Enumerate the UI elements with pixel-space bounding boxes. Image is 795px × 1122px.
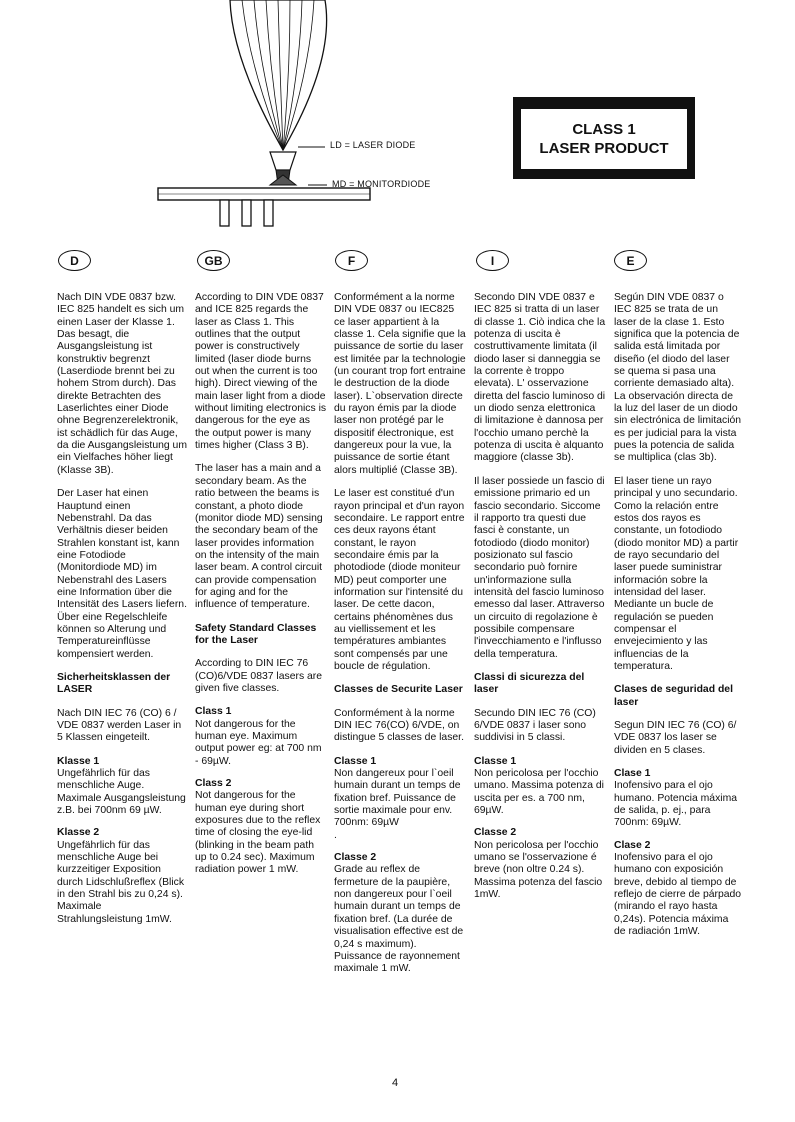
fr-class1-block bbox=[334, 756, 466, 842]
class1-warning-inner bbox=[521, 109, 687, 169]
column-spanish bbox=[614, 292, 742, 949]
it-class1-title: Classe 1 bbox=[474, 755, 517, 767]
laser-diode-diagram bbox=[150, 0, 450, 235]
es-class2-title: Clase 2 bbox=[614, 839, 651, 851]
gb-paragraph-2: The laser has a main and a secondary beam. As the ratio between the beams is constant, a photo diode (monitor diode MD) sensing the secondary beam of the laser provides information on the intensity of the main laser beam. A control circuit can provide compensation for aging and for the influence of temperature. bbox=[195, 463, 323, 611]
fr-safety-heading: Classes de Securite Laser bbox=[334, 684, 463, 696]
column-french bbox=[334, 292, 466, 986]
de-paragraph-1: Nach DIN VDE 0837 bzw. IEC 825 handelt es sich um einen Laser der Klasse 1. Das besagt, die Ausgangsleistung ist konstruktiv begrenzt (Laserdiode brennt bei zu hohem Strom durch). Das direkte Betrachten des Laserlichtes einer Diode ohne Begrenzerelektronik, ist schädlich für das Auge, da die Ausgangsleistung um ein Vielfaches höher liegt (Klasse 3B). bbox=[57, 292, 187, 476]
it-class2-text: Non pericolosa per l'occhio umano se l'osservazione é breve (non oltre 0.24 s). Massima potenza del fascio 1mW. bbox=[474, 839, 603, 901]
fr-paragraph-1: Conformément a la norme DIN VDE 0837 ou IEC825 ce laser appartient à la classe 1. Cela signifie que la puissance de sortie du laser est limitée par la technologie (un courant trop fort entraine le destruction de la diode laser). L`observation directe du rayon émis par la diode laser non protégé par le dispositif électronique, est dangereux pour la vue, la puissance de sortie étant alors multiplié (Classe 3B). bbox=[334, 292, 466, 476]
fr-class2-block bbox=[334, 852, 466, 975]
gb-paragraph-3: According to DIN IEC 76 (CO)6/VDE 0837 lasers are given five classes. bbox=[195, 658, 323, 694]
de-class1-title: Klasse 1 bbox=[57, 755, 100, 767]
lang-marker-fr: F bbox=[335, 250, 368, 271]
it-paragraph-3: Secundo DIN IEC 76 (CO) 6/VDE 0837 i laser sono suddivisi in 5 classi. bbox=[474, 707, 596, 744]
de-class2-title: Klasse 2 bbox=[57, 827, 100, 839]
de-safety-heading: Sicherheitsklassen der LASER bbox=[57, 671, 171, 696]
es-class2-block bbox=[614, 840, 742, 939]
laser-diode-drawing bbox=[150, 0, 450, 235]
warning-line1: CLASS 1 bbox=[572, 121, 636, 138]
fr-class2-title: Classe 2 bbox=[334, 852, 377, 864]
page-number: 4 bbox=[392, 1077, 399, 1089]
lang-marker-es: E bbox=[614, 250, 647, 271]
es-safety-heading: Clases de seguridad del laser bbox=[614, 684, 733, 708]
es-class1-title: Clase 1 bbox=[614, 768, 651, 780]
lang-marker-de: D bbox=[58, 250, 91, 271]
gb-class2-block bbox=[195, 778, 327, 877]
fr-paragraph-2: Le laser est constitué d'un rayon principal et d'un rayon secondaire. Le rapport entre ces deux rayons étant constant, le rayon secondaire émis par la photodiode (diode moniteur MD) peut comporter une information sur l'intensité du laser. De cette dacon, certains phénomènes dus au viellissement et les températures ambiantes sont compensés par une boucle de régulation. bbox=[334, 488, 465, 672]
de-paragraph-2: Der Laser hat einen Hauptund einen Nebenstrahl. Da das Verhältnis dieser beiden Strahlen konstant ist, kann eine Fotodiode (Monitordiode MD) im Nebenstrahl des Lasers eine Information über die Intensität des Lasers liefern. Über eine Regelschleife können so Alterung und Temperatureinflüsse kompensiert werden. bbox=[57, 488, 187, 660]
gb-class2-title: Class 2 bbox=[195, 778, 232, 790]
column-english bbox=[195, 292, 327, 887]
it-paragraph-2: Il laser possiede un fascio di emissione primario ed un fascio secondario. Siccome il rapporto tra questi due fasci è constante, un fotodiodo (diodo monitor) posizionato sul fascio secondario può fornire un'informazione sulla intensità del fascio luminoso emesso dal laser. Attraverso un circuito di regolazione è possibile compensare l'invecchiamento e l'influsso della temperatura. bbox=[474, 475, 605, 660]
ld-label: LD = LASER DIODE bbox=[330, 140, 416, 150]
fr-paragraph-3: Conformément à la norme DIN IEC 76(CO) 6/VDE, on distingue 5 classes de laser. bbox=[334, 707, 464, 744]
es-paragraph-3: Segun DIN IEC 76 (CO) 6/ VDE 0837 los laser se dividen en 5 clases. bbox=[614, 720, 737, 756]
gb-class1-title: Class 1 bbox=[195, 706, 232, 718]
es-class2-text: Inofensivo para el ojo humano con exposición breve, debido al tiempo de reflejo de cierre de párpado (mirando el rayo hasta 0,24s). Potencia máxima de radiación 1mW. bbox=[614, 852, 742, 938]
lang-marker-gb: GB bbox=[197, 250, 230, 271]
de-class1-block bbox=[57, 756, 189, 818]
de-class1-text: Ungefährlich für das menschliche Auge. Maximale Ausgangsleistung z.B. bei 700nm 69 µW. bbox=[57, 768, 186, 817]
it-safety-heading: Classi di sicurezza del laser bbox=[474, 671, 585, 696]
gb-safety-heading: Safety Standard Classes for the Laser bbox=[195, 622, 317, 646]
gb-class2-text: Not dangerous for the human eye during short exposures due to the reflex time of closing the eye-lid (blinking in the beam path up to 0.24 sec). Maximum radiation power 1 mW. bbox=[195, 790, 321, 876]
es-class1-block bbox=[614, 768, 742, 830]
it-class2-title: Classe 2 bbox=[474, 827, 517, 839]
lang-marker-it: I bbox=[476, 250, 509, 271]
md-label: MD = MONITORDIODE bbox=[332, 179, 431, 189]
fr-class1-dot: . bbox=[334, 829, 337, 841]
de-paragraph-3: Nach DIN IEC 76 (CO) 6 / VDE 0837 werden Laser in 5 Klassen eingeteilt. bbox=[57, 707, 182, 744]
column-italian bbox=[474, 292, 606, 911]
it-class1-block bbox=[474, 756, 606, 818]
it-class2-block bbox=[474, 827, 606, 901]
fr-class1-text: Non dangereux pour l`oeil humain durant un temps de fixation bref. Puissance de sortie maximale pour env. 700nm: 69µW bbox=[334, 768, 461, 829]
gb-paragraph-1: According to DIN VDE 0837 and ICE 825 regards the laser as Class 1. This outlines that the output power is constructively limited (laser diode burns out when the current is too high). Direct viewing of the main laser light from a diode without limiting electronics is dangerous for the eye as the output power is many times higher (Class 3 B). bbox=[195, 292, 327, 452]
column-german bbox=[57, 292, 189, 936]
de-class2-block bbox=[57, 827, 189, 926]
fr-class1-title: Classe 1 bbox=[334, 755, 377, 767]
gb-class1-block bbox=[195, 706, 327, 768]
warning-line2: LASER PRODUCT bbox=[539, 140, 669, 157]
fr-class2-text: Grade au reflex de fermeture de la paupière, non dangereux pour l`oeil humain durant un temps de fixation bref. (La durée de visualisation effective est de 0,24 s maximum). Puissance de rayonnement maximale 1 mW. bbox=[334, 864, 464, 975]
class1-warning-label bbox=[513, 97, 695, 179]
es-paragraph-2: El laser tiene un rayo principal y uno secundario. Como la relación entre estos dos rayos es constante, un fotodiodo (diodo monitor MD) a partir de rayo secundario del laser puede suministrar información sobre la intensidad del laser. Mediante un bucle de regulación se pueden compensar el envejecimiento y las influencias de la temperatura. bbox=[614, 475, 739, 672]
es-paragraph-1: Según DIN VDE 0837 o IEC 825 se trata de un laser de la clase 1. Esto significa que la potencia de salida está limitada por diseño (el diodo del laser se quema si pasa una corriente demasiado alta). La observación directa de la luz del laser de un diodo sin electrónica de limitación es per judicial para la vista pues la potencia de salida se multiplica (clas 3b). bbox=[614, 292, 742, 464]
de-class2-text: Ungefährlich für das menschliche Auge bei kurzzeitiger Exposition durch Lidschlußreflex (Blick in den Strahl bis zu 0,24 s). Maximale Strahlungsleistung 1mW. bbox=[57, 839, 185, 925]
es-class1-text: Inofensivo para el ojo humano. Potencia máxima de salida, p. ej., para 700nm: 69µW. bbox=[614, 780, 738, 829]
gb-class1-text: Not dangerous for the human eye. Maximum output power eg: at 700 nm - 69µW. bbox=[195, 718, 322, 767]
it-paragraph-1: Secondo DIN VDE 0837 e IEC 825 si tratta di un laser di classe 1. Ciò indica che la potenza di uscita è costruttivamente limitata (il diodo laser si danneggia se la corrente è troppo elevata). L' osservazione diretta del fascio luminoso di un diodo senza elettronica di limitazione è dannosa per l'occhio umano perchè la potenza di uscita è alquanto maggiore (classe 3b). bbox=[474, 292, 606, 464]
it-class1-text: Non pericolosa per l'occhio umano. Massima potenza di uscita per es. a 700 nm, 69µW. bbox=[474, 768, 604, 817]
